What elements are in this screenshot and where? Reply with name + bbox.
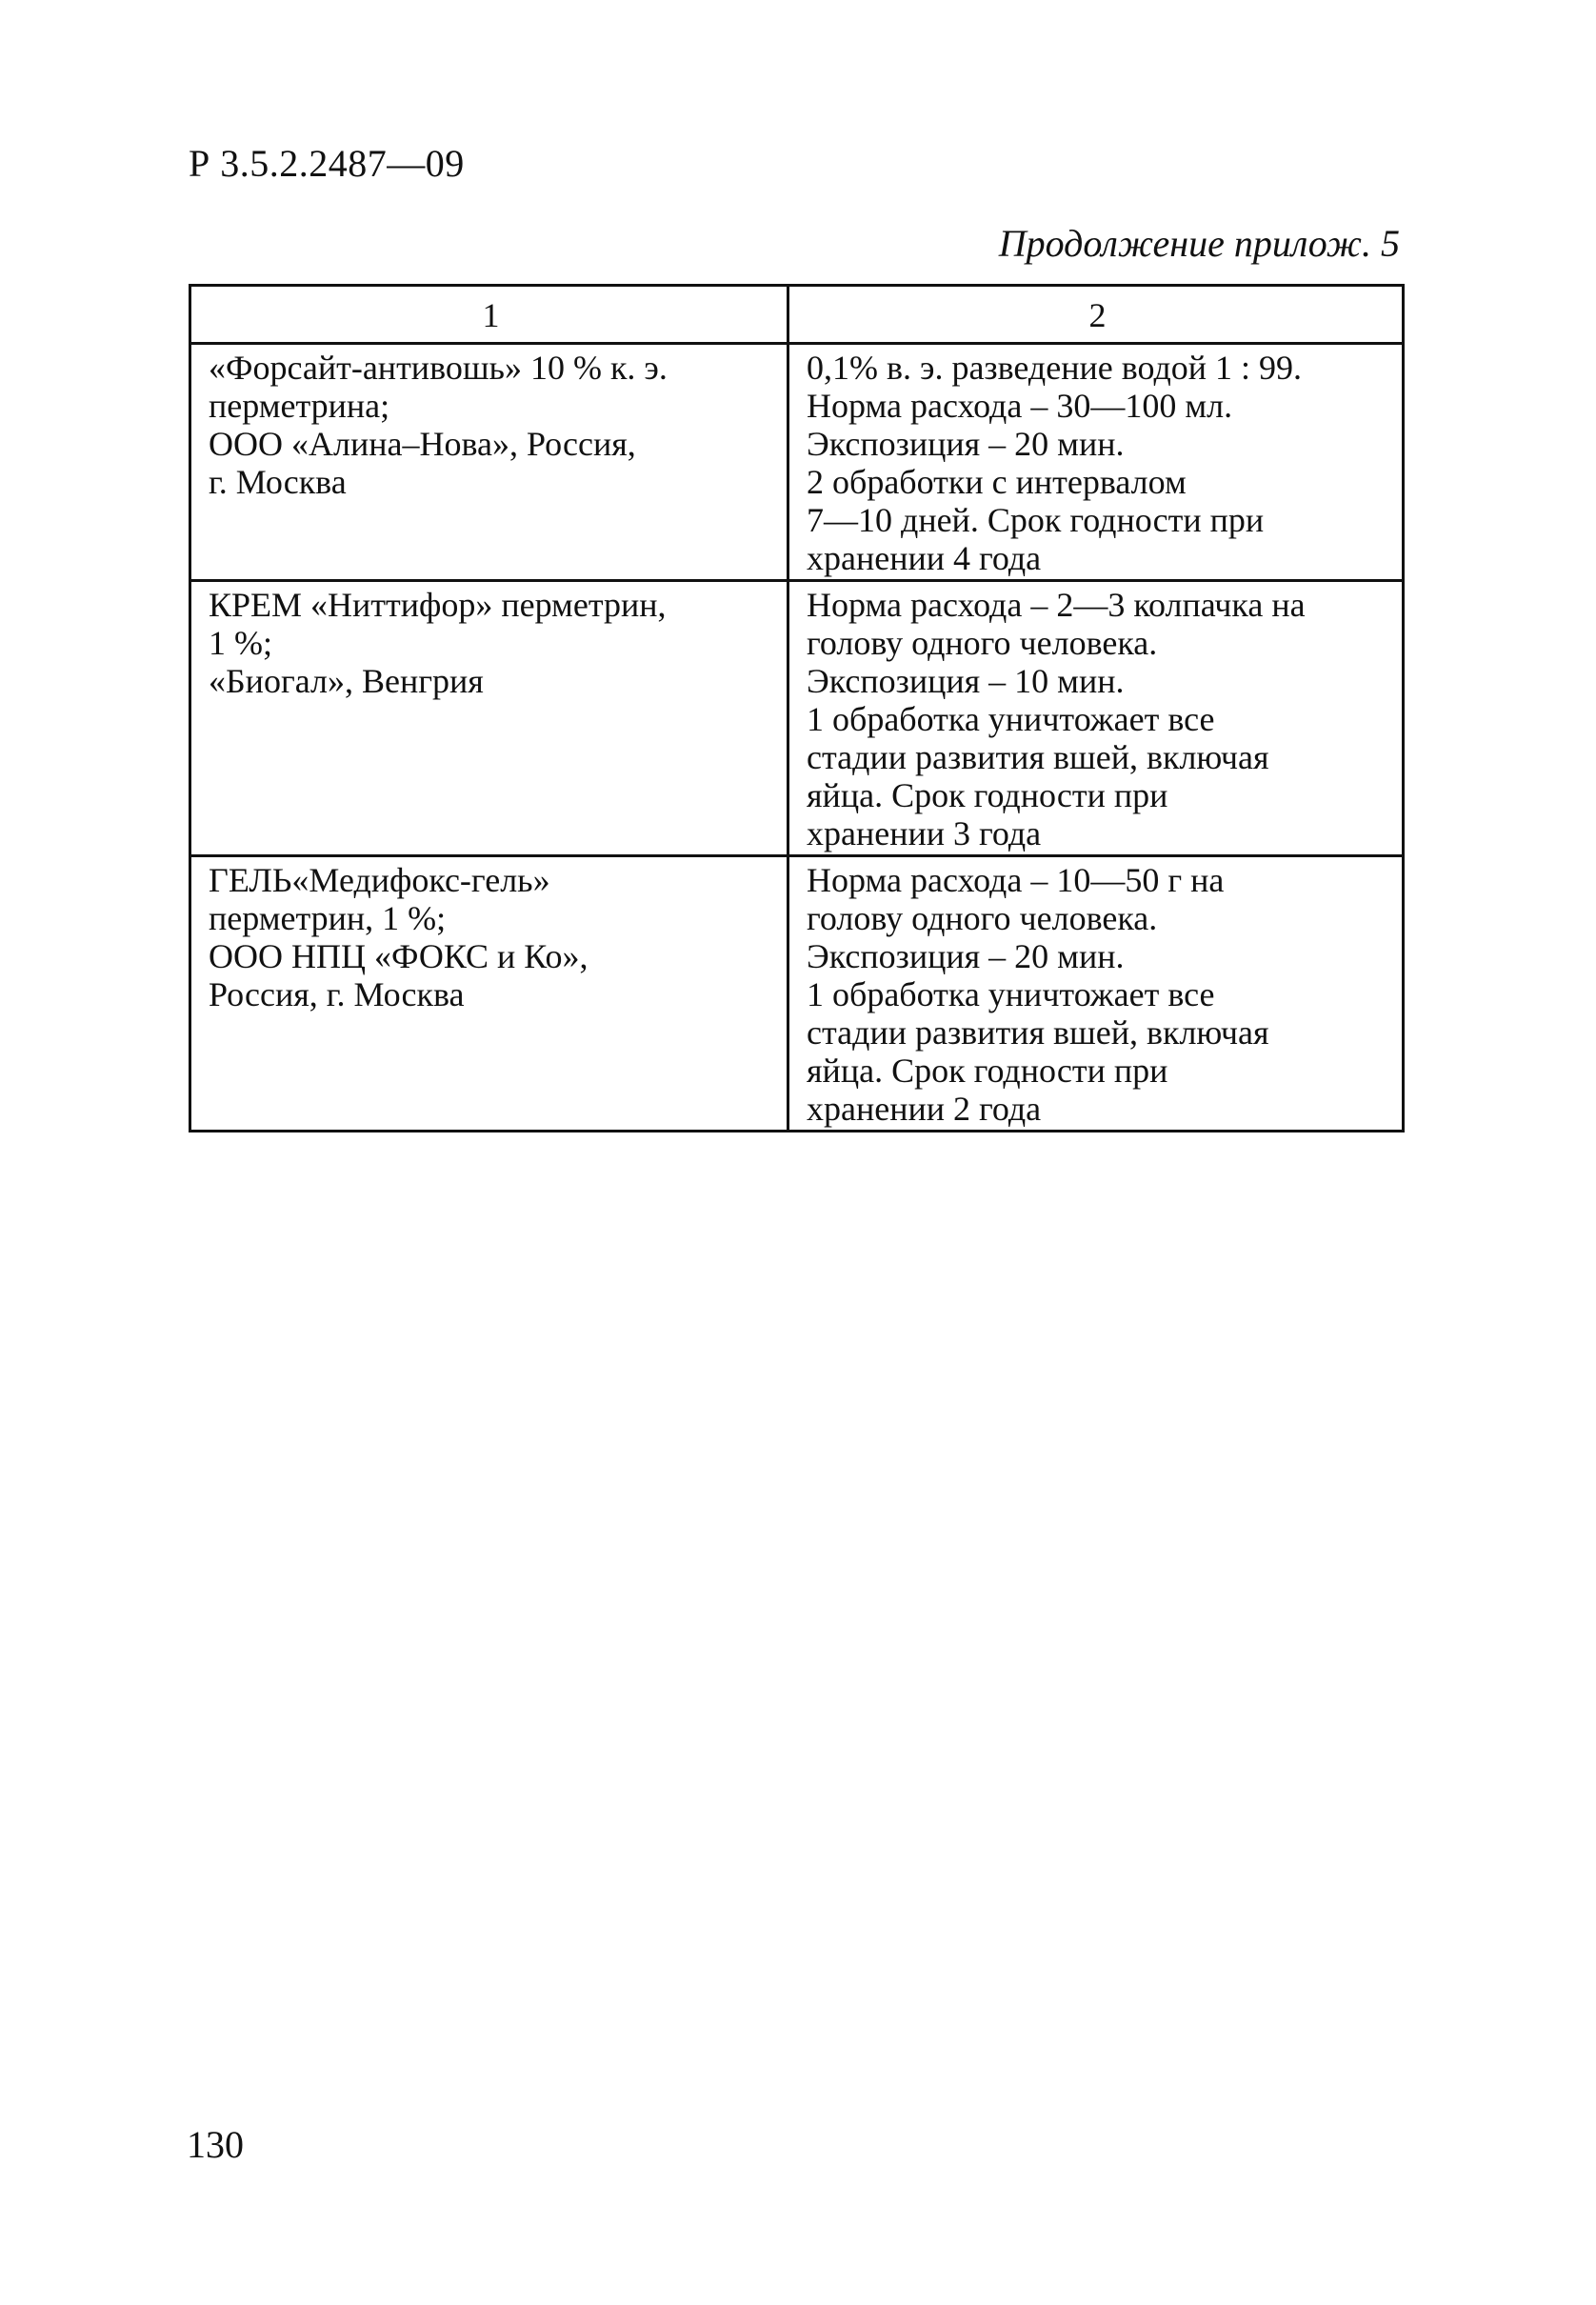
cell-line: Экспозиция – 10 мин.: [807, 662, 1125, 700]
cell-line: перметрина;: [209, 387, 390, 425]
cell-line: Норма расхода – 2—3 колпачка на: [807, 586, 1306, 624]
cell-line: яйца. Срок годности при: [807, 776, 1168, 814]
table-header-row: [190, 286, 1404, 344]
cell-line: Экспозиция – 20 мин.: [807, 937, 1125, 975]
cell-line: г. Москва: [209, 463, 347, 501]
cell-line: 7—10 дней. Срок годности при: [807, 501, 1265, 539]
continuation-label: Продолжение прилож. 5: [998, 222, 1400, 265]
cell-line: ГЕЛЬ«Медифокс-гель»: [209, 861, 550, 899]
usage-cell: [788, 344, 1404, 581]
document-code: Р 3.5.2.2487—09: [189, 142, 465, 185]
cell-line: КРЕМ «Ниттифор» перметрин,: [209, 586, 667, 624]
usage-cell: [788, 856, 1404, 1132]
cell-line: голову одного человека.: [807, 624, 1158, 662]
cell-line: 1 обработка уничтожает все: [807, 975, 1215, 1013]
cell-line: «Биогал», Венгрия: [209, 662, 484, 700]
appendix-table-container: [189, 284, 1402, 1132]
cell-line: ООО «Алина–Нова», Россия,: [209, 425, 636, 463]
product-cell: [190, 344, 788, 581]
cell-line: Норма расхода – 30—100 мл.: [807, 387, 1233, 425]
table-row: [190, 856, 1404, 1132]
cell-line: Экспозиция – 20 мин.: [807, 425, 1125, 463]
column-header-1: 1: [190, 286, 788, 344]
page-number: 130: [187, 2123, 244, 2166]
cell-line: 2 обработки с интервалом: [807, 463, 1187, 501]
cell-line: стадии развития вшей, включая: [807, 738, 1269, 776]
cell-line: Норма расхода – 10—50 г на: [807, 861, 1225, 899]
cell-line: 1 %;: [209, 624, 272, 662]
cell-line: 0,1% в. э. разведение водой 1 : 99.: [807, 349, 1303, 387]
cell-line: стадии развития вшей, включая: [807, 1013, 1269, 1052]
cell-line: перметрин, 1 %;: [209, 899, 447, 937]
cell-line: хранении 3 года: [807, 814, 1042, 852]
cell-line: ООО НПЦ «ФОКС и Ко»,: [209, 937, 589, 975]
cell-line: яйца. Срок годности при: [807, 1052, 1168, 1090]
usage-cell: [788, 581, 1404, 856]
cell-line: Россия, г. Москва: [209, 975, 465, 1013]
cell-line: хранении 2 года: [807, 1090, 1042, 1128]
cell-line: 1 обработка уничтожает все: [807, 700, 1215, 738]
cell-line: хранении 4 года: [807, 539, 1042, 577]
cell-line: голову одного человека.: [807, 899, 1158, 937]
cell-line: «Форсайт-антивошь» 10 % к. э.: [209, 349, 668, 387]
table-row: [190, 344, 1404, 581]
appendix-table: [189, 284, 1405, 1132]
product-cell: [190, 581, 788, 856]
column-header-2: 2: [788, 286, 1404, 344]
product-cell: [190, 856, 788, 1132]
table-row: [190, 581, 1404, 856]
